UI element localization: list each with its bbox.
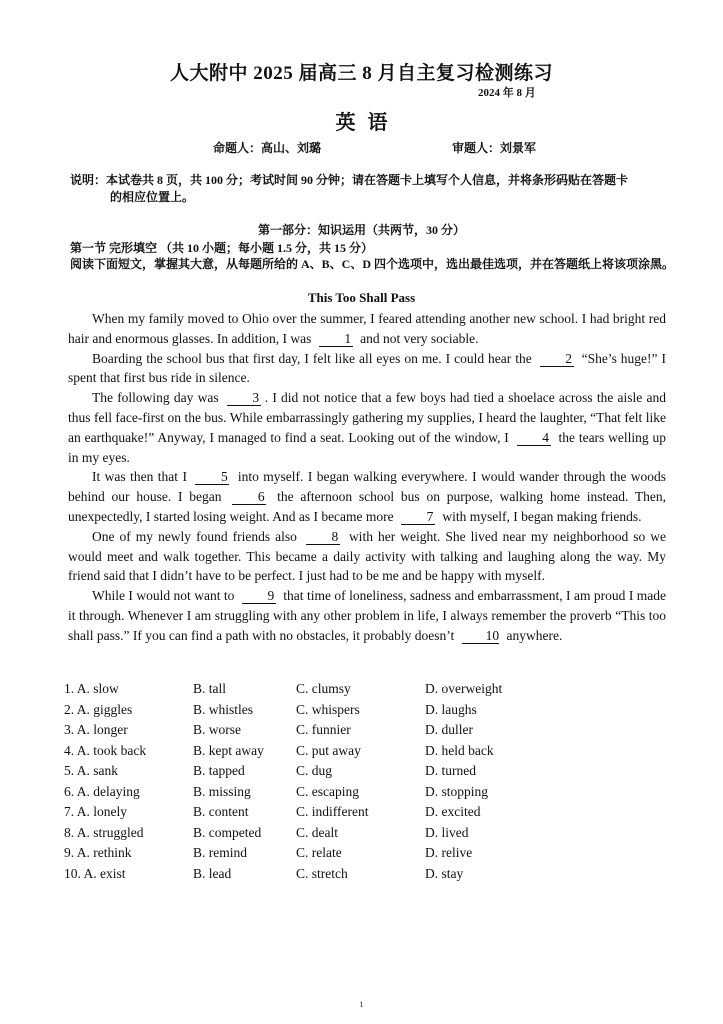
option-c: C. stretch — [296, 865, 348, 881]
text-segment: the tears welling up in my eyes. — [68, 429, 666, 465]
option-a: 2. A. giggles — [64, 701, 133, 717]
option-d: D. relive — [425, 845, 473, 860]
option-b: B. remind — [193, 845, 247, 860]
option-c: C. escaping — [296, 783, 359, 799]
blank-5: 5 — [195, 469, 229, 485]
option-b: B. whistles — [193, 701, 254, 717]
option-c: C. relate — [296, 845, 342, 860]
text-segment: One of my newly found friends also — [92, 528, 297, 544]
blank-9: 9 — [242, 588, 276, 604]
paragraph-5 — [68, 527, 666, 586]
text-segment: “She’s huge!” I spent that first bus ride in silence. — [68, 350, 666, 386]
text-segment: It was then that I — [92, 469, 187, 485]
blank-2: 2 — [540, 351, 574, 367]
paragraph-2 — [68, 349, 666, 389]
option-d: D. duller — [425, 722, 473, 737]
passage-body — [68, 309, 666, 646]
reviewer-line: 审题人：刘景军 — [452, 141, 537, 155]
option-b: B. tall — [193, 681, 226, 696]
blank-6: 6 — [232, 489, 266, 505]
option-d: D. stay — [425, 865, 464, 881]
exam-note — [70, 172, 675, 206]
option-b: B. worse — [193, 722, 241, 737]
option-a: 8. A. struggled — [64, 824, 144, 840]
option-a: 3. A. longer — [64, 722, 128, 737]
text-segment: the afternoon school bus on purpose, walking home instead. Then, unexpectedly, I started losing weight. And as I became more — [68, 489, 667, 524]
blank-3: 3 — [227, 390, 261, 406]
option-a: 7. A. lonely — [64, 804, 127, 819]
part-title: 第一部分：知识运用（共两节，30 分） — [257, 223, 465, 237]
option-d: D. held back — [425, 742, 494, 758]
option-d: D. stopping — [425, 783, 489, 799]
option-b: B. content — [193, 804, 249, 819]
option-d: D. excited — [425, 804, 481, 819]
note-line-2: 的相应位置上。 — [110, 190, 195, 204]
option-c: C. whispers — [296, 701, 360, 717]
option-b: B. tapped — [193, 763, 245, 778]
author-line: 命题人：高山、刘璐 — [213, 141, 322, 155]
text-segment: When my family moved to Ohio over the summer, I feared attending another new school. I had bright red hair and enormous glasses. In addition, I was — [68, 311, 666, 346]
text-segment: . I did not notice that a few boys had tied a shoelace across the aisle and thus fell face-first on the bus. While embarrassingly gathering my supplies, I heard the laughter, “That felt like an earthquake!” Anyway, I managed to find a seat. Looking out of the window, I — [68, 390, 666, 445]
text-segment: While I would not want to — [92, 588, 235, 604]
option-a: 6. A. delaying — [64, 783, 140, 799]
text-segment: The following day was — [92, 390, 219, 406]
paragraph-3 — [68, 388, 666, 467]
option-a: 10. A. exist — [64, 865, 126, 881]
paragraph-6 — [68, 586, 666, 645]
note-line-1: 说明：本试卷共 8 页，共 100 分；考试时间 90 分钟；请在答题卡上填写个人信息，并将条形码贴在答题卡 — [70, 173, 629, 187]
paragraph-4 — [68, 467, 666, 526]
text-segment: and not very sociable. — [360, 330, 479, 346]
paragraph-1 — [68, 309, 666, 349]
option-b: B. missing — [193, 783, 251, 799]
option-b: B. lead — [193, 865, 232, 881]
exam-date: 2024 年 8 月 — [478, 87, 536, 99]
option-a: 5. A. sank — [64, 763, 118, 778]
option-b: B. competed — [193, 824, 262, 840]
text-segment: Boarding the school bus that first day, I felt like all eyes on me. I could hear the — [92, 350, 532, 366]
page-number: 1 — [359, 1000, 364, 1009]
blank-10: 10 — [462, 628, 500, 644]
option-d: D. lived — [425, 824, 469, 840]
option-d: D. turned — [425, 763, 476, 778]
section-instructions: 阅读下面短文，掌握其大意，从每题所给的 A、B、C、D 四个选项中，选出最佳选项，并在答题纸上将该项涂黑。 — [70, 257, 675, 271]
text-segment: with her weight. She lived near my neighborhood so we would meet and walk together. This became a daily activity with talking and laughing along the way. My friend said that I didn’t have to be perfect. I just had to be me and be happy with myself. — [68, 528, 666, 584]
option-c: C. dug — [296, 763, 333, 778]
option-d: D. overweight — [425, 681, 503, 696]
option-a: 1. A. slow — [64, 681, 119, 696]
exam-title: 人大附中 2025 届高三 8 月自主复习检测练习 — [169, 63, 553, 84]
passage-title: This Too Shall Pass — [307, 290, 416, 305]
option-c: C. indifferent — [296, 804, 369, 819]
blank-4: 4 — [517, 430, 551, 446]
option-c: C. clumsy — [296, 681, 351, 696]
subject-heading: 英语 — [335, 112, 400, 134]
option-a: 9. A. rethink — [64, 845, 132, 860]
text-segment: into myself. I began walking everywhere. I would wander through the woods behind our house. I began — [68, 469, 666, 505]
option-d: D. laughs — [425, 701, 477, 717]
section-title: 第一节 完形填空 （共 10 小题；每小题 1.5 分，共 15 分） — [70, 241, 374, 255]
blank-7: 7 — [401, 509, 435, 525]
option-b: B. kept away — [193, 742, 264, 758]
option-c: C. dealt — [296, 824, 338, 840]
text-segment: that time of loneliness, sadness and embarrassment, I am proud I made it through. Whenever I am struggling with any other problem in life, I always remember the proverb “This too shall pass.” If you can find a path with no obstacles, it probably doesn’t — [68, 588, 666, 643]
option-c: C. funnier — [296, 722, 351, 737]
text-segment: with myself, I began making friends. — [442, 508, 642, 524]
blank-1: 1 — [319, 331, 353, 347]
text-segment: anywhere. — [506, 627, 563, 643]
option-a: 4. A. took back — [64, 742, 147, 758]
option-c: C. put away — [296, 742, 361, 758]
blank-8: 8 — [306, 529, 340, 545]
